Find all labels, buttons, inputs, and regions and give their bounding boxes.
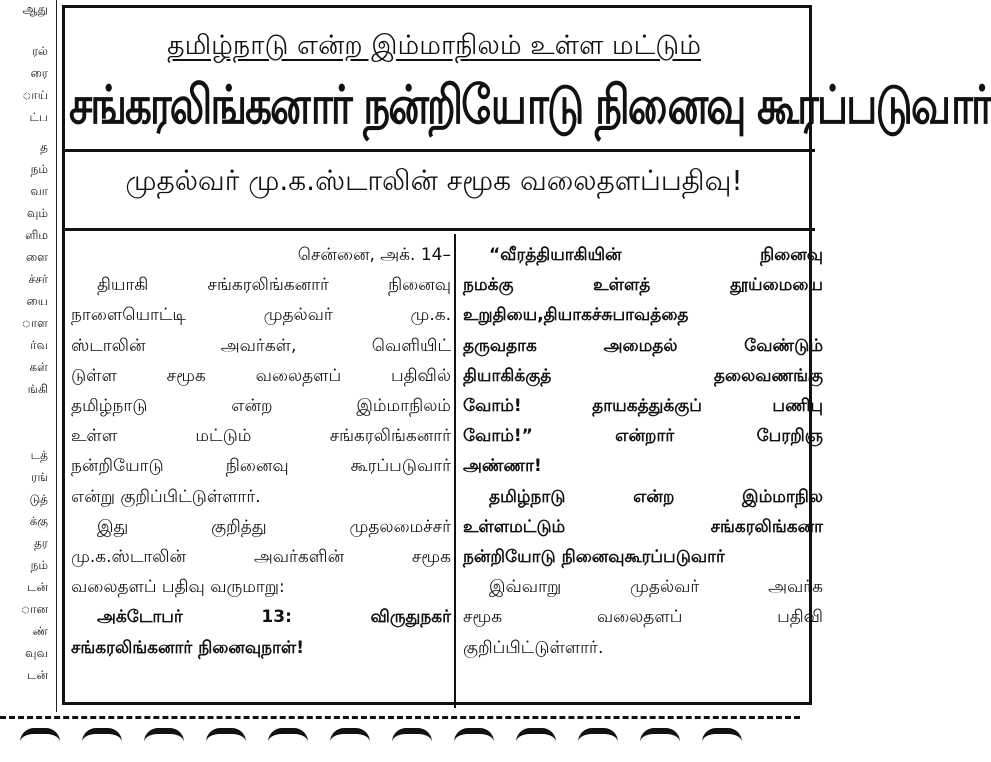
body-line: வலைதளப் பதிவு வருமாறு: [71, 577, 285, 598]
body-line: சமூக வலைதளப் பதிவி [463, 607, 823, 628]
headline-kicker: தமிழ்நாடு என்ற இம்மாநிலம் உள்ள மட்டும் [167, 30, 701, 61]
quote-line: வோம்! தாயகத்துக்குப் பணிபு [463, 396, 823, 417]
body-line-bold: சங்கரலிங்கனார் நினைவுநாள்! [71, 637, 305, 658]
fragment-line: டுத் [29, 492, 48, 506]
fragment-line: ர்வ [30, 338, 48, 352]
article-column-left [71, 240, 451, 663]
body-line: டுள்ள சமூக வலைதளப் பதிவில் [71, 365, 451, 386]
subheadline-rule [65, 228, 815, 231]
fragment-line: த [40, 140, 48, 154]
fragment-line: கள் [29, 360, 48, 374]
fragment-line: டன் [26, 668, 48, 682]
quote-line: உறுதியை,தியாகச்சுபாவத்தை [463, 305, 689, 326]
adjacent-column-fragments [0, 0, 52, 746]
fragment-line: தர [33, 536, 48, 550]
fragment-line: ான [20, 602, 48, 616]
body-line: இவ்வாறு முதல்வர் அவர்க [489, 577, 823, 598]
quote-line: அண்ணா! [463, 456, 542, 477]
fragment-line: ட்ப [29, 110, 48, 124]
quote-line: தருவதாக அமைதல் வேண்டும் [463, 335, 823, 356]
body-line: ஸ்டாலின் அவர்கள், வெளியிட் [71, 335, 451, 356]
article-box [62, 5, 991, 705]
body-line: தியாகி சங்கரலிங்கனார் நினைவு [97, 275, 451, 296]
column-divider [56, 0, 57, 712]
fragment-line: ச்சர் [28, 272, 48, 286]
body-line: மு.க.ஸ்டாலின் அவர்களின் சமூக [71, 547, 451, 568]
quote-line: “வீரத்தியாகியின் நினைவு [489, 245, 823, 265]
fragment-line: ரங் [31, 470, 48, 484]
fragment-line: ளிம [25, 228, 48, 242]
fragment-line: வுவ [25, 646, 48, 660]
fragment-line: ங்கி [27, 382, 48, 396]
dateline: சென்னை, அக். 14– [297, 245, 451, 265]
fragment-line: வா [30, 184, 48, 198]
fragment-line: ளை [25, 250, 48, 264]
fragment-line: நம் [30, 162, 48, 176]
fragment-line: ஆது [22, 2, 48, 16]
body-line-bold: நன்றியோடு நினைவுகூரப்படுவார் [463, 547, 725, 568]
body-line-bold: அக்டோபர் 13: விருதுநகர் [97, 607, 451, 628]
fragment-line: டத் [30, 448, 48, 462]
body-line: என்று குறிப்பிட்டுள்ளார். [71, 486, 261, 507]
fragment-line: ரை [30, 66, 48, 80]
fragment-line: நம் [30, 558, 48, 572]
body-line: உள்ள மட்டும் சங்கரலிங்கனார் [71, 426, 451, 447]
body-line: தமிழ்நாடு என்ற இம்மாநிலம் [71, 396, 451, 417]
body-line: இது குறித்து முதலமைச்சர் [97, 516, 451, 537]
fragment-line: ண் [32, 624, 48, 638]
fragment-line: வும் [26, 206, 48, 220]
fragment-line: டன் [26, 580, 48, 594]
headline-main: சங்கரலிங்கனார் நன்றியோடு நினைவு கூரப்படுவார் [69, 74, 991, 136]
body-line: நாளையொட்டி முதல்வர் மு.க. [71, 305, 451, 326]
subheadline: முதல்வர் மு.க.ஸ்டாலின் சமூக வலைதளப்பதிவு! [125, 164, 743, 197]
cut-line-divider [0, 716, 800, 719]
fragment-line: ரல் [31, 44, 48, 58]
body-line: குறிப்பிட்டுள்ளார். [463, 637, 604, 658]
article-column-right [463, 240, 823, 663]
next-headline-fragment [20, 728, 800, 758]
column-rule [454, 234, 456, 708]
headline-rule [65, 149, 815, 152]
body-line-bold: தமிழ்நாடு என்ற இம்மாநில [489, 486, 823, 507]
body-line-bold: உள்ளமட்டும் சங்கரலிங்கனா [463, 516, 823, 537]
quote-line: தியாகிக்குத் தலைவணங்கு [463, 365, 823, 386]
fragment-line: ாள [21, 316, 48, 330]
quote-line: வோம்!” என்றார் பேரறிஞ [463, 426, 823, 447]
fragment-line: க்கு [29, 514, 48, 528]
body-line: நன்றியோடு நினைவு கூரப்படுவார் [71, 456, 451, 477]
quote-line: நமக்கு உள்ளத் தூய்மையை [463, 275, 823, 296]
fragment-line: யை [26, 294, 48, 308]
fragment-line: ாய் [22, 88, 48, 102]
